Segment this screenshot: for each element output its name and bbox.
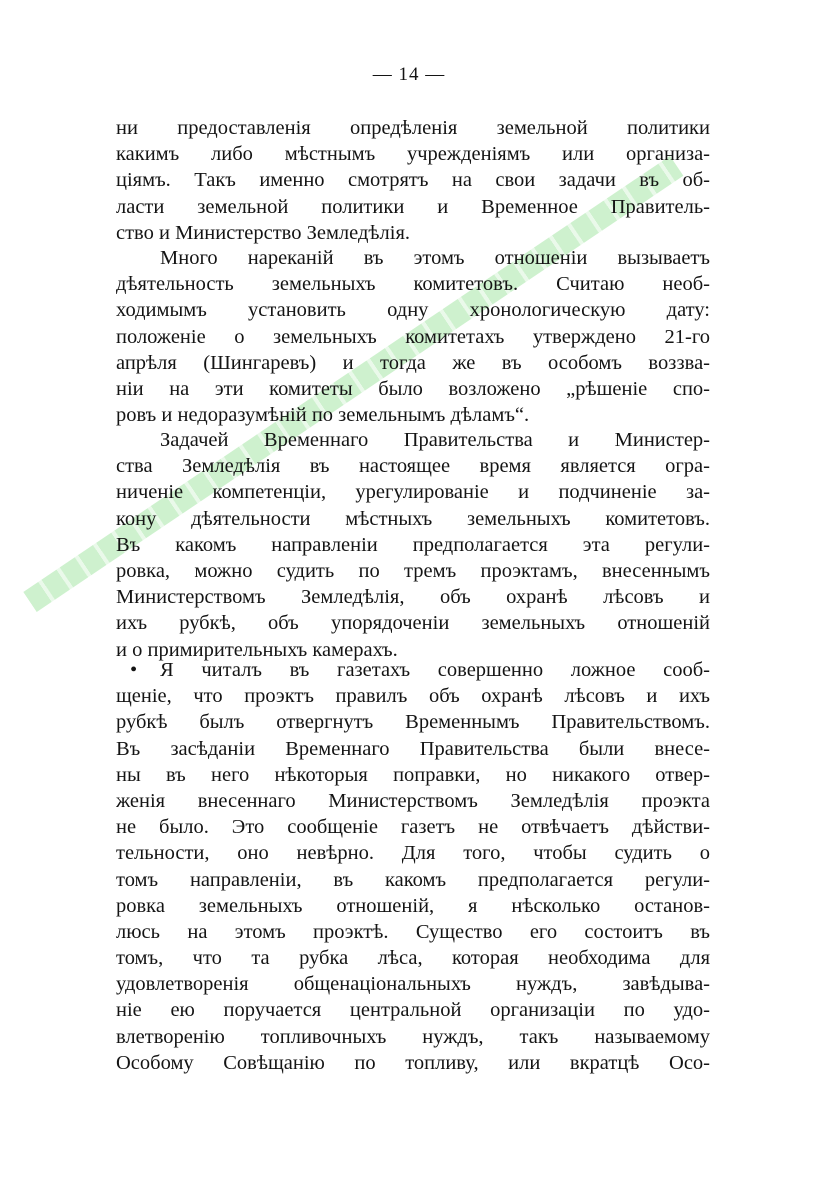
text-line: удовлетворенія общенаціональныхъ нуждъ, завѣдыва- — [116, 973, 710, 996]
text-line: люсь на этомъ проэктѣ. Существо его состоитъ въ — [116, 920, 710, 943]
text-line: ціямъ. Такъ именно смотрятъ на свои задачи въ об- — [116, 169, 710, 192]
text-line: ніе ею поручается центральной организаціи по удо- — [116, 999, 710, 1022]
text-line: ны въ него нѣкоторыя поправки, но никакого отвер- — [116, 763, 710, 786]
text-line: Задачей Временнаго Правительства и Министер- — [160, 429, 710, 451]
text-line: ство и Министерство Земледѣлія. — [116, 221, 411, 244]
paragraph-2 — [116, 245, 710, 428]
text-line: ства Земледѣлія въ настоящее время является огра- — [116, 455, 710, 478]
text-line: влетворенію топливочныхъ нуждъ, такъ называемому — [116, 1025, 710, 1048]
text-line: ниченіе компетенціи, урегулированіе и подчиненіе за- — [116, 481, 710, 504]
text-line: ніи на эти комитеты было возложено „рѣшеніе спо- — [116, 377, 710, 400]
text-line: и о примирительныхъ камерахъ. — [116, 638, 398, 661]
text-line: дѣятельность земельныхъ комитетовъ. Считаю необ- — [116, 273, 710, 296]
text-line: ласти земельной политики и Временное Правитель- — [116, 195, 710, 218]
text-line: ихъ рубкѣ, объ упорядоченіи земельныхъ отношеній — [116, 612, 710, 635]
text-line: ни предоставленія опредѣленія земельной политики — [116, 117, 710, 139]
text-line: Я читалъ въ газетахъ совершенно ложное сооб- — [160, 659, 710, 681]
text-line: Особому Совѣщанію по топливу, или вкратцѣ Осо- — [116, 1051, 710, 1074]
text-line: какимъ либо мѣстнымъ учрежденіямъ или организа- — [116, 143, 710, 166]
text-line: ровъ и недоразумѣній по земельнымъ дѣламъ“. — [116, 404, 530, 427]
text-line: кону дѣятельности мѣстныхъ земельныхъ комитетовъ. — [116, 507, 710, 530]
text-line: томъ направленіи, въ какомъ предполагается регули- — [116, 868, 710, 891]
text-line: томъ, что та рубка лѣса, которая необходима для — [116, 947, 710, 970]
text-line: Въ какомъ направленіи предполагается эта регули- — [116, 533, 710, 556]
text-line: тельности, оно невѣрно. Для того, чтобы судить о — [116, 842, 710, 865]
text-line: Много нареканій въ этомъ отношеніи вызываетъ — [160, 247, 710, 269]
text-line: щеніе, что проэктъ правилъ объ охранѣ лѣсовъ и ихъ — [116, 685, 710, 708]
paragraph-3 — [116, 427, 710, 663]
text-line: ровка, можно судить по тремъ проэктамъ, внесеннымъ — [116, 559, 710, 582]
page-number: — 14 — — [372, 64, 446, 85]
text-line: Министерствомъ Земледѣлія, объ охранѣ лѣсовъ и — [116, 586, 710, 609]
paragraph-4 — [116, 657, 710, 1076]
text-line: Въ засѣданіи Временнаго Правительства были внесе- — [116, 737, 710, 760]
text-line: апрѣля (Шингаревъ) и тогда же въ особомъ воззва- — [116, 351, 710, 374]
text-line-with-bullet — [116, 657, 710, 683]
text-line: рубкѣ былъ отвергнутъ Временнымъ Правительствомъ. — [116, 711, 710, 734]
bullet-mark: • — [130, 659, 138, 681]
paragraph-1 — [116, 115, 710, 246]
text-line: положеніе о земельныхъ комитетахъ утверждено 21-го — [116, 325, 710, 348]
text-line: ходимымъ установить одну хронологическую дату: — [116, 299, 710, 322]
text-line: женія внесеннаго Министерствомъ Земледѣлія проэкта — [116, 789, 710, 812]
text-line: ровка земельныхъ отношеній, я нѣсколько останов- — [116, 894, 710, 917]
text-line: не было. Это сообщеніе газетъ не отвѣчаетъ дѣйстви- — [116, 816, 710, 839]
